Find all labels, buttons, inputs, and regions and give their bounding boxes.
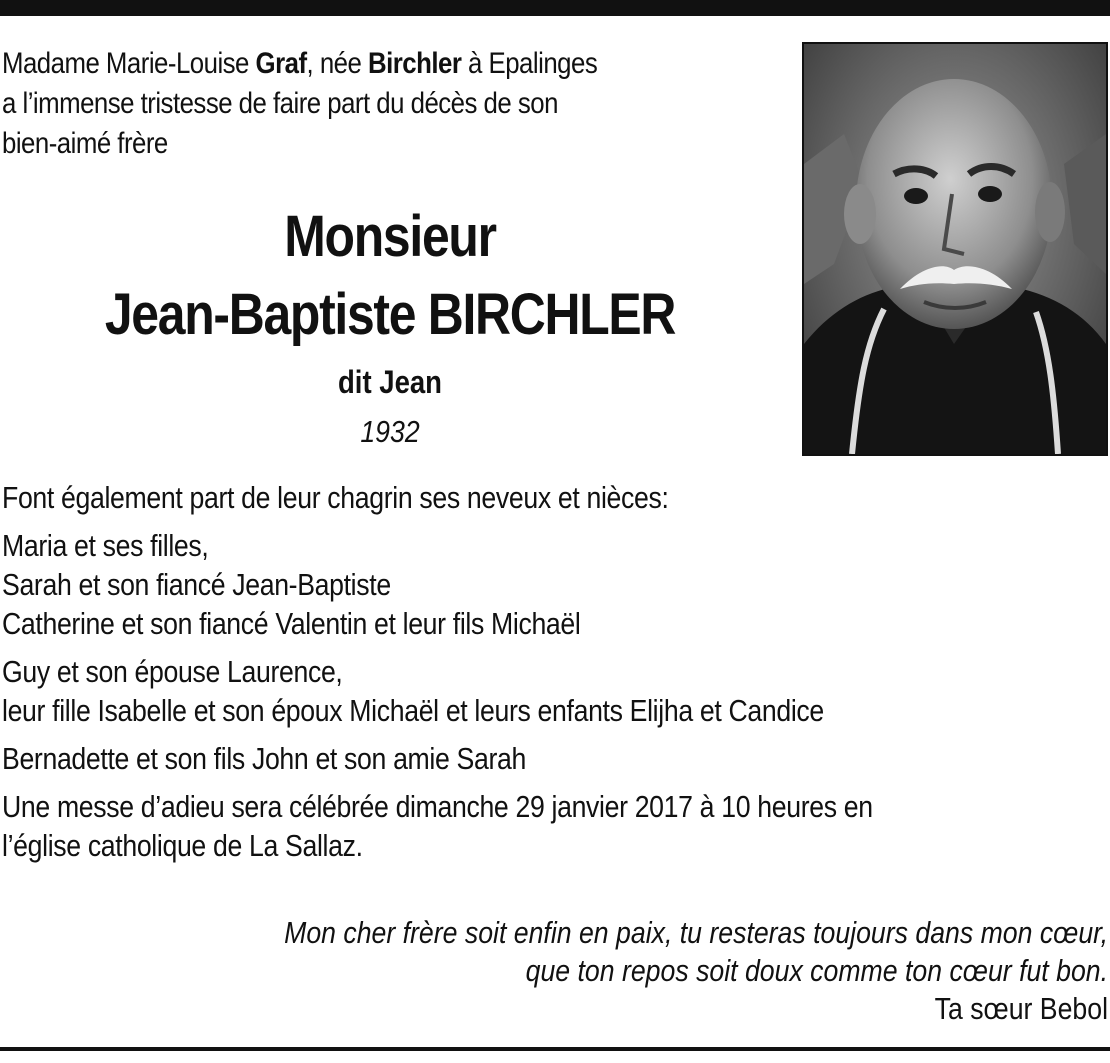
announcer-maiden-name: Birchler <box>367 47 462 80</box>
closing-line-2: que ton repos soit doux comme ton cœur fut bon. <box>525 953 1108 988</box>
intro-line-2: a l’immense tristesse de faire part du décès de son <box>2 87 558 120</box>
family-group-3-line: Bernadette et son fils John et son amie Sarah <box>2 741 526 776</box>
portrait-illustration <box>804 44 1106 454</box>
family-group-1-line: Sarah et son fiancé Jean-Baptiste <box>2 567 391 602</box>
deceased-honorific: Monsieur <box>284 204 496 269</box>
intro-location-text: à Epalinges <box>461 47 598 80</box>
portrait-photo <box>802 42 1108 456</box>
deceased-title-block <box>0 198 780 452</box>
ceremony-line-2: l’église catholique de La Sallaz. <box>2 828 363 863</box>
top-border-rule <box>0 0 1110 16</box>
family-group-2 <box>2 652 1110 730</box>
deceased-full-name: Jean-Baptiste BIRCHLER <box>104 282 676 347</box>
announcer-surname: Graf <box>255 47 307 80</box>
family-group-1 <box>2 526 1110 643</box>
family-group-1-line: Catherine et son fiancé Valentin et leur fils Michaël <box>2 606 581 641</box>
intro-line-1 <box>2 44 780 84</box>
family-heading: Font également part de leur chagrin ses neveux et nièces: <box>2 480 669 515</box>
ceremony-details <box>2 787 1110 865</box>
family-group-2-line: leur fille Isabelle et son époux Michaël et leurs enfants Elijha et Candice <box>2 693 824 728</box>
announcement-intro <box>2 44 780 164</box>
closing-signature: Ta sœur Bebol <box>934 991 1108 1026</box>
announcement-body <box>2 478 1110 874</box>
family-group-1-line: Maria et ses filles, <box>2 528 209 563</box>
bottom-border-rule <box>0 1047 1110 1051</box>
intro-line-3: bien-aimé frère <box>2 127 168 160</box>
family-group-3 <box>2 739 1110 778</box>
ceremony-line-1: Une messe d’adieu sera célébrée dimanche 29 janvier 2017 à 10 heures en <box>2 789 873 824</box>
closing-message <box>0 914 1108 1028</box>
family-group-2-line: Guy et son épouse Laurence, <box>2 654 343 689</box>
deceased-nickname: dit Jean <box>337 364 442 400</box>
deceased-birth-year: 1932 <box>360 414 420 449</box>
intro-mid-text: , née <box>306 47 368 80</box>
intro-lead-text: Madame Marie-Louise <box>2 47 256 80</box>
closing-line-1: Mon cher frère soit enfin en paix, tu resteras toujours dans mon cœur, <box>284 915 1108 950</box>
